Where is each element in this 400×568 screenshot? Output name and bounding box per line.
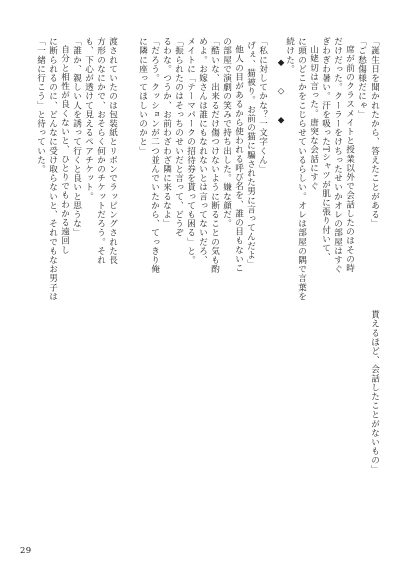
text-line: 「私に対してかな？一文字くん」	[257, 37, 268, 174]
text-line: に頭のどこかをこじらせているらしい。オレは部屋の隅で言葉を	[296, 37, 307, 301]
text-line: 続けた。	[284, 37, 295, 74]
text-line: めよ。お嫁さんは誰にもなれないとは言ってないだろ、	[197, 37, 208, 265]
text-line: も、下心が透けて見えるペアチケット。	[83, 37, 94, 201]
text-line: 山姥切は言った。唐突な会話にすぐ	[308, 45, 319, 191]
text-line: げぇ、猫被り。お前の猫に騙された男に言ってんだよ」	[245, 41, 256, 269]
text-line: に断られるのに、どんなに受け取らないと、それでもなお男子は	[47, 37, 58, 301]
section-separator: ◆ ◇ ◆	[276, 58, 286, 134]
text-line: 渡されていたのは包装紙とリボンでラッピングされた長	[107, 37, 118, 265]
page-number: 29	[20, 546, 32, 556]
text-line: 他人の目があるから使われる呼び名を、誰の目もないこ	[233, 45, 244, 273]
text-line: ぎわぎわ暑い。汗を吸ったTシャツが肌に張り付いて、	[320, 37, 331, 262]
text-line: の部屋で演劇の笑みで持ち出した。嫌な顔だ。	[221, 37, 232, 229]
text-line: に隣に座ってほしいのかと」	[137, 37, 148, 156]
text-line: 「誕生日を聞かれたから、答えたことがある」	[369, 37, 380, 229]
text-line: メイトに「テーマパークの招待券を貰っても困る」と。	[185, 37, 196, 265]
text-line: 「だろう。クッションが二つ並んでいたから、てっきり俺	[149, 37, 160, 274]
text-line: 席が前のクラスメイトと授業以外で会話したのはその時	[344, 45, 355, 273]
text-line: 「一緒に行こう」と待っていた。	[35, 37, 46, 174]
text-line: 「酷いな、出来るだけ傷つけないように断ることの気も酌	[209, 37, 220, 274]
text-line: 「誰か、親しい人を誘って行くと良いと思うな」	[71, 37, 82, 238]
text-line: だけだった。クーラーをけちったせいかオレの部屋はすぐ	[332, 37, 343, 274]
text-line: 「ご愁傷様だにゃ」	[356, 37, 367, 119]
text-line: 方形のなにかで、おそらく何かのチケットだろう。それ	[95, 37, 106, 265]
text-line: 自分と相性が良くないと、ひとりでもわかる遠回し	[59, 45, 70, 255]
text-line: 貰えるほど、会話したことがないもの」	[369, 310, 380, 474]
text-line: 「振られたのはそっちのせいだと言って、どうぞ	[173, 37, 184, 238]
text-line: るわな。つうか、お前わざわざ隣に来るなよ」	[161, 37, 172, 229]
